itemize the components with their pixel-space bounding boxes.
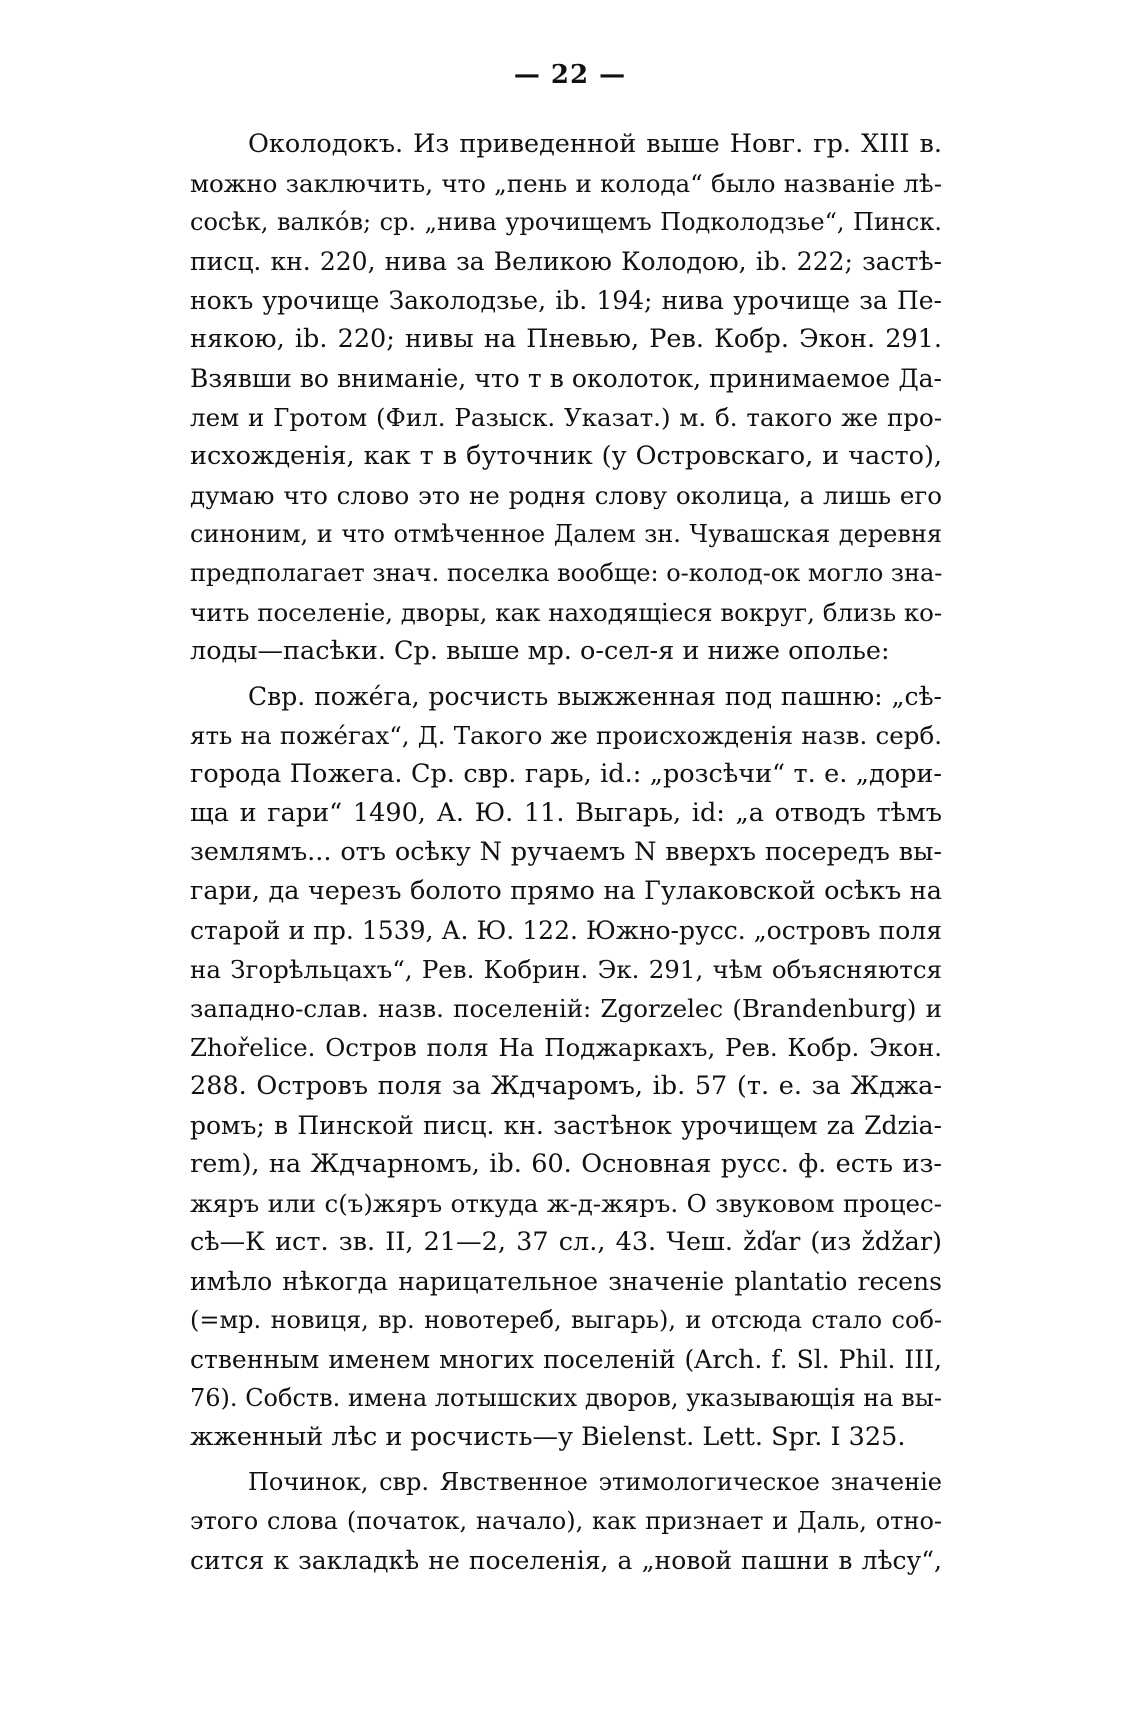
text-line: Околодокъ. Из приведенной выше Новг. гр. XIII в. <box>248 129 942 159</box>
text-line: Взявши во вниманіе, что т в околоток, принимаемое Да- <box>190 364 942 393</box>
paragraph-pozhega <box>190 677 942 1457</box>
text-line: rem), на Ждчарномъ, ib. 60. Основная русс. ф. есть из- <box>190 1149 942 1179</box>
text-line: западно-слав. назв. поселеній: Zgorzelec (Brandenburg) и <box>190 994 942 1023</box>
text-line: сится к закладкѣ не поселенія, а „новой пашни в лѣсу“, <box>190 1546 942 1575</box>
text-line: жяръ или с(ъ)жяръ откуда ж-д-жяръ. О звуковом процес- <box>190 1189 942 1218</box>
text-line: някою, ib. 220; нивы на Пневью, Рев. Кобр. Экон. 291. <box>190 324 942 354</box>
text-line: ща и гари“ 1490, А. Ю. 11. Выгарь, id: „а отводъ тѣмъ <box>190 798 942 828</box>
text-line: ять на пожéгах“, Д. Такого же происхожденія назв. серб. <box>190 721 942 750</box>
text-line: писц. кн. 220, нива за Великою Колодою, ib. 222; застѣ- <box>190 247 942 276</box>
text-line: думаю что слово это не родня слову околица, а лишь его <box>190 481 942 510</box>
text-line: исхожденія, как т в буточник (у Островскаго, и часто), <box>190 441 942 471</box>
text-line: сосѣк, валко́в; ср. „нива урочищемъ Подколодзье“, Пинск. <box>190 208 942 236</box>
text-line: Свр. пожéга, росчисть выжженная под пашню: „сѣ- <box>248 682 942 711</box>
text-line: этого слова (початок, начало), как признает и Даль, отно- <box>190 1507 942 1535</box>
text-line: ромъ; в Пинской писц. кн. застѣнок урочищем za Zdzia- <box>190 1111 942 1140</box>
text-line: Zhořelice. Остров поля На Поджаркахъ, Рев. Кобр. Экон. <box>190 1033 942 1062</box>
text-line: лоды—пасѣки. Ср. выше мр. о-сел-я и ниже ополье: <box>190 636 890 666</box>
paragraph-pochinok <box>190 1463 942 1580</box>
text-line: предполагает знач. поселка вообще: о-колод-ок могло зна- <box>190 559 943 587</box>
text-line: землямъ... отъ осѣку N ручаемъ N вверхъ посередъ вы- <box>190 837 942 867</box>
text-line: лем и Гротом (Фил. Разыск. Указат.) м. б. такого же про- <box>190 403 942 432</box>
text-line: (=мр. новиця, вр. новотереб, выгарь), и отсюда стало соб- <box>190 1306 942 1334</box>
text-line: можно заключить, что „пень и колода“ было названіе лѣ- <box>190 169 942 198</box>
text-line: нокъ урочище Заколодзье, ib. 194; нива урочище за Пе- <box>190 286 942 315</box>
text-line: гари, да черезъ болото прямо на Гулаковской осѣкъ на <box>190 876 942 906</box>
text-line: сѣ—К ист. зв. II, 21—2, 37 сл., 43. Чеш. žďar (из ždžar) <box>190 1227 942 1257</box>
text-line: чить поселеніе, дворы, как находящіеся вокруг, близь ко- <box>190 598 943 627</box>
text-body <box>190 125 942 1580</box>
paragraph-okolodok <box>190 125 942 671</box>
text-line: 76). Собств. имена лотышских дворов, указывающія на вы- <box>190 1384 942 1412</box>
text-line: старой и пр. 1539, А. Ю. 122. Южно-русс. „островъ поля <box>190 916 942 945</box>
page-number: — 22 — <box>513 60 627 90</box>
text-line: города Пожега. Ср. свр. гарь, id.: „розсѣчи“ т. е. „дори- <box>190 759 942 789</box>
text-line: синоним, и что отмѣченное Далем зн. Чувашская деревня <box>190 520 942 548</box>
text-line: 288. Островъ поля за Ждчаромъ, ib. 57 (т. е. за Жджа- <box>190 1071 942 1101</box>
text-line: Починок, свр. Явственное этимологическое значеніе <box>248 1468 942 1496</box>
text-line: на Згорѣльцахъ“, Рев. Кобрин. Эк. 291, чѣм объясняются <box>190 955 942 984</box>
text-line: имѣло нѣкогда нарицательное значеніе plantatio recens <box>190 1267 942 1296</box>
text-line: жженный лѣс и росчисть—у Bielenst. Lett. Spr. I 325. <box>190 1422 906 1452</box>
text-line: ственным именем многих поселеній (Arch. f. Sl. Phil. III, <box>190 1345 942 1374</box>
